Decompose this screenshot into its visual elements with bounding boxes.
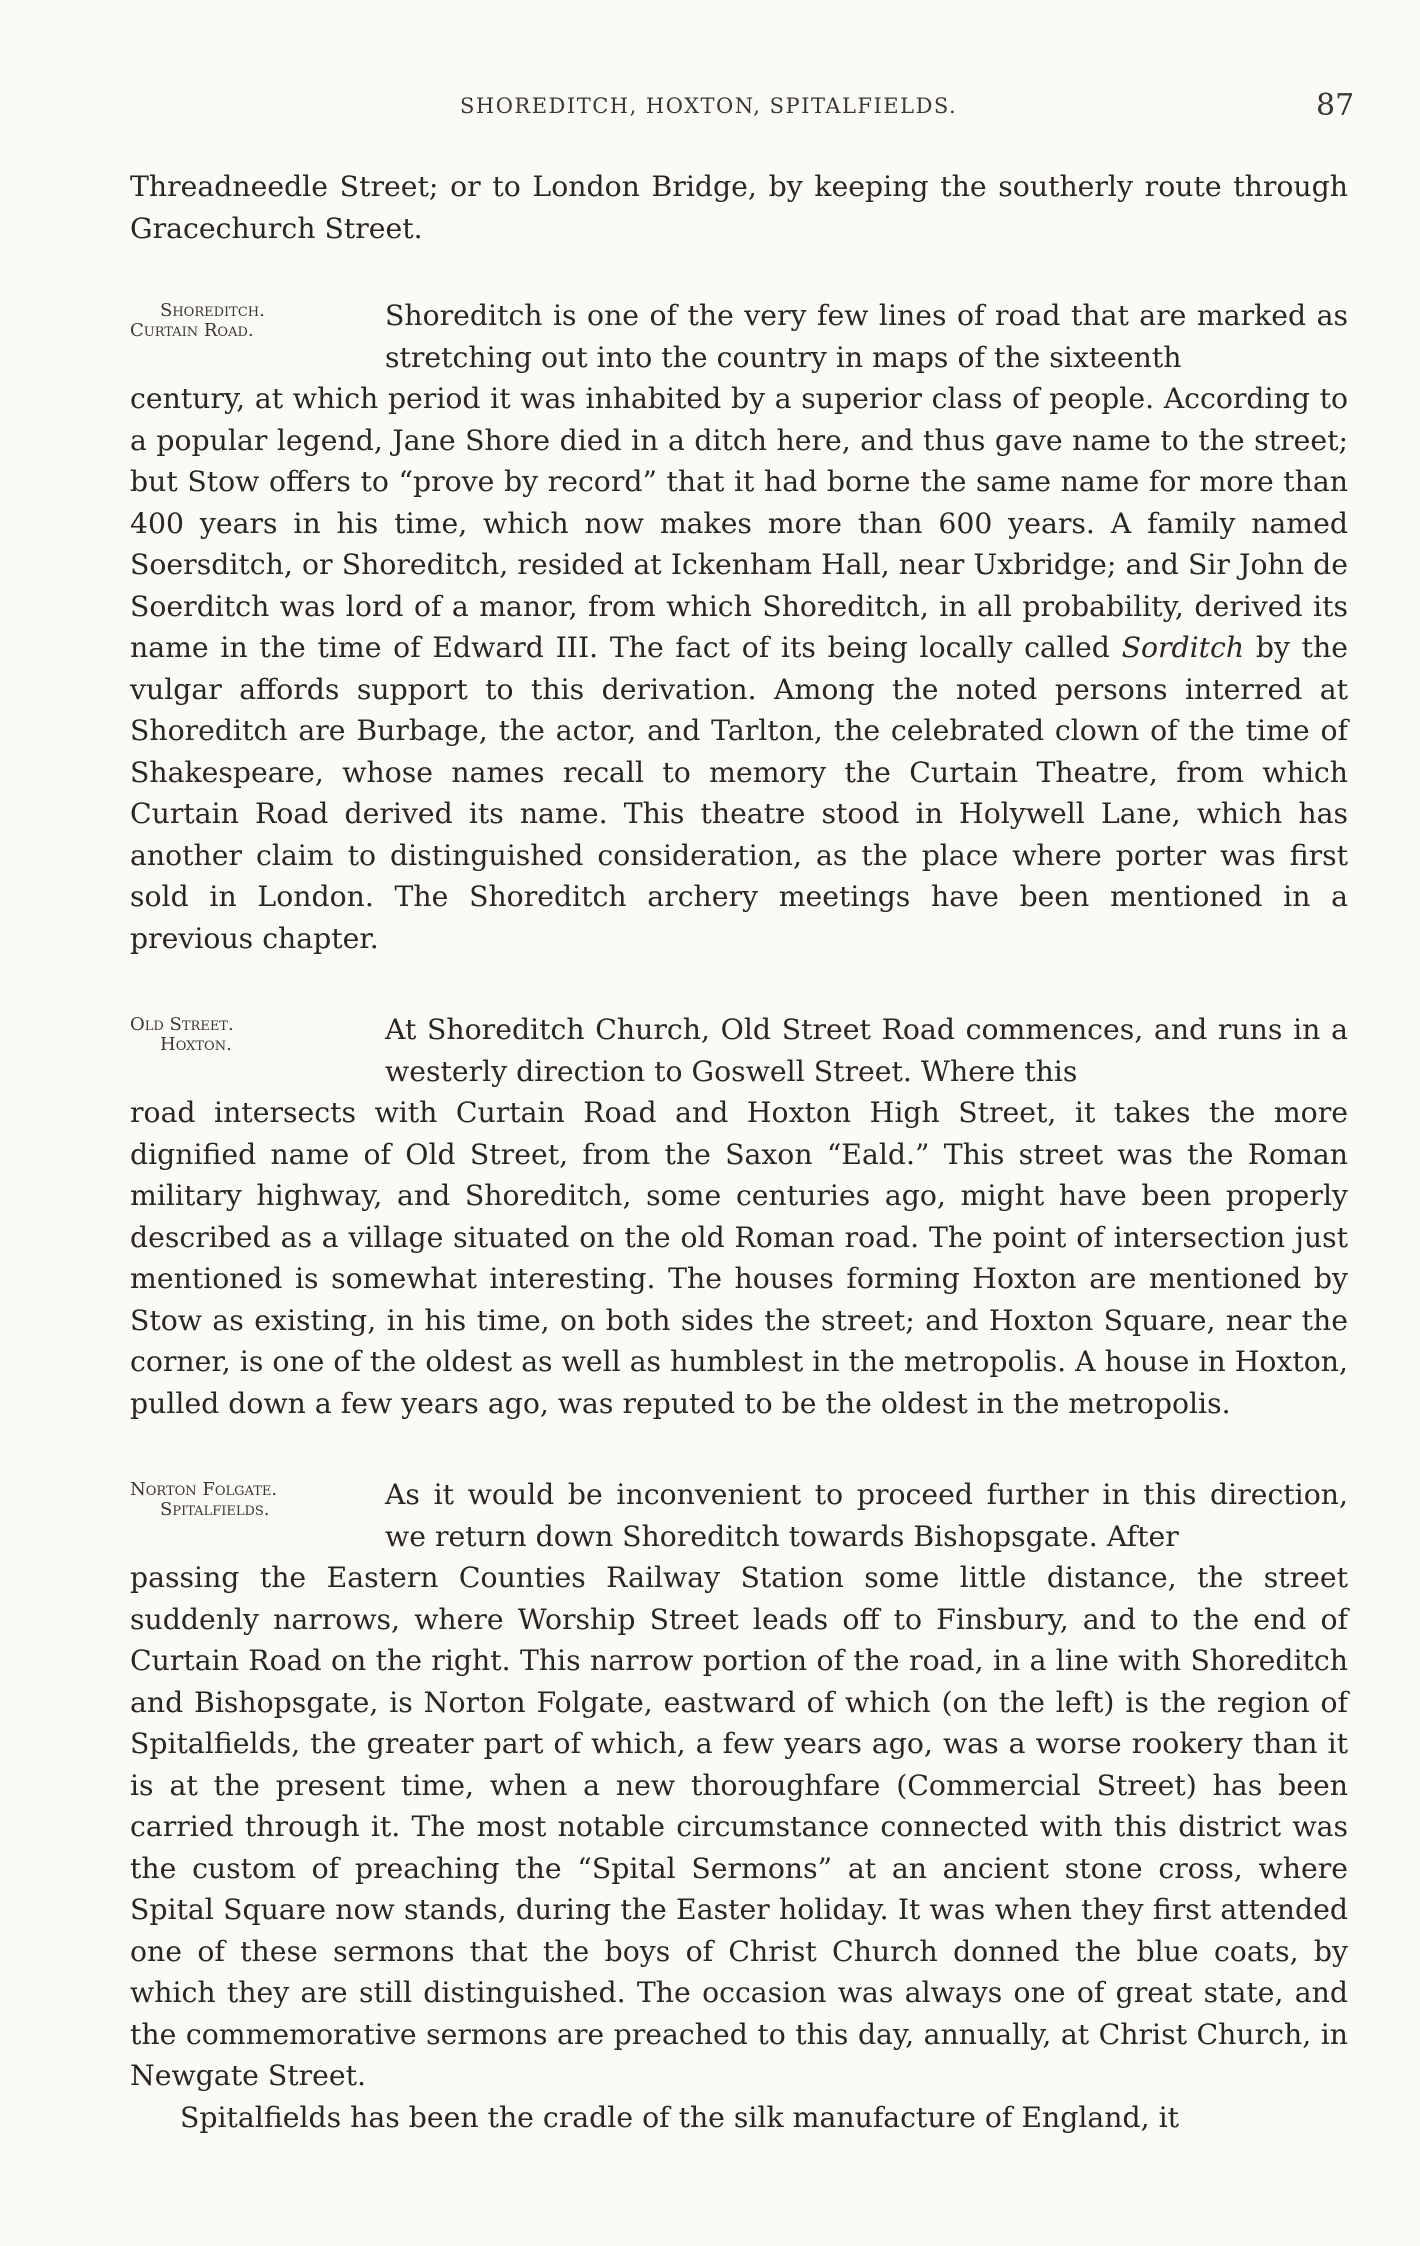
- section-norton-folgate: [130, 1474, 1348, 2097]
- paragraph-spitalfields: Spitalfields has been the cradle of the silk manufacture of England, it: [180, 2100, 1180, 2134]
- sidenote-line: Norton Folgate.: [130, 1479, 278, 1500]
- running-title: SHOREDITCH, HOXTON, SPITALFIELDS.: [460, 94, 958, 118]
- lead-text: At Shoreditch Church, Old Street Road commences, and runs in a westerly direction to Goswell Street. Where this: [385, 1013, 1348, 1088]
- lead-text: As it would be inconvenient to proceed further in this direction, we return down Shoreditch towards Bishopsgate. After: [385, 1478, 1348, 1553]
- sidenote-line: Shoreditch.: [160, 300, 265, 321]
- sidenote-line: Spitalfields.: [160, 1499, 270, 1520]
- lead-text: Shoreditch is one of the very few lines of road that are marked as stretching out into the country in maps of the sixteenth: [385, 299, 1348, 374]
- italic-word: Sorditch: [1121, 631, 1245, 664]
- paragraph-continuation: Threadneedle Street; or to London Bridge, by keeping the southerly route through Gracechurch Street.: [130, 170, 1348, 245]
- sidenote-line: Curtain Road.: [130, 320, 254, 341]
- sidenote-norton-folgate: [130, 1480, 360, 1520]
- page-number: 87: [1316, 88, 1355, 123]
- sidenote-line: Hoxton.: [160, 1034, 232, 1055]
- section-shoreditch: [130, 295, 1348, 959]
- paragraph-old-street: road intersects with Curtain Road and Hoxton High Street, it takes the more dignified name of Old Street, from the Saxon “Eald.” This street was the Roman military highway, and Shoreditch, some centuries ago, might have been properly described as a village situated on the old Roman road. The point of intersection just mentioned is somewhat interesting. The houses forming Hoxton are mentioned by Stow as existing, in his time, on both sides the street; and Hoxton Square, near the corner, is one of the oldest as well as humblest in the metropolis. A house in Hoxton, pulled down a few years ago, was reputed to be the oldest in the metropolis.: [130, 1096, 1348, 1420]
- running-head: [0, 88, 1420, 128]
- paragraph-shoreditch: century, at which period it was inhabited by a superior class of people. According to a popular legend, Jane Shore died in a ditch here, and thus gave name to the street; but Stow offers to “prove by record” that it had borne the same name for more than 400 years in his time, which now makes more than 600 years. A family named Soersditch, or Shoreditch, resided at Ickenham Hall, near Uxbridge; and Sir John de Soerditch was lord of a manor, from which Shoreditch, in all probability, derived its name in the time of Edward III. The fact of its being locally called Sorditch by the vulgar affords support to this derivation. Among the noted persons interred at Shoreditch are Burbage, the actor, and Tarlton, the celebrated clown of the time of Shakespeare, whose names recall to memory the Curtain Theatre, from which Curtain Road derived its name. This theatre stood in Holywell Lane, which has another claim to distinguished consideration, as the place where porter was first sold in London. The Shoreditch archery meetings have been mentioned in a previous chapter.: [130, 382, 1349, 955]
- sidenote-line: Old Street.: [130, 1014, 234, 1035]
- paragraph-norton-folgate: passing the Eastern Counties Railway Station some little distance, the street suddenly narrows, where Worship Street leads off to Finsbury, and to the end of Curtain Road on the right. This narrow portion of the road, in a line with Shoreditch and Bishopsgate, is Norton Folgate, eastward of which (on the left) is the region of Spitalfields, the greater part of which, a few years ago, was a worse rookery than it is at the present time, when a new thoroughfare (Commercial Street) has been carried through it. The most notable circumstance connected with this district was the custom of preaching the “Spital Sermons” at an ancient stone cross, where Spital Square now stands, during the Easter holiday. It was when they first attended one of these sermons that the boys of Christ Church donned the blue coats, by which they are still distinguished. The occasion was always one of great state, and the commemorative sermons are preached to this day, annually, at Christ Church, in Newgate Street.: [130, 1561, 1348, 2092]
- section-old-street: [130, 1009, 1348, 1424]
- sidenote-shoreditch: [130, 301, 360, 341]
- sidenote-old-street: [130, 1015, 360, 1055]
- body-text: [130, 166, 1348, 2138]
